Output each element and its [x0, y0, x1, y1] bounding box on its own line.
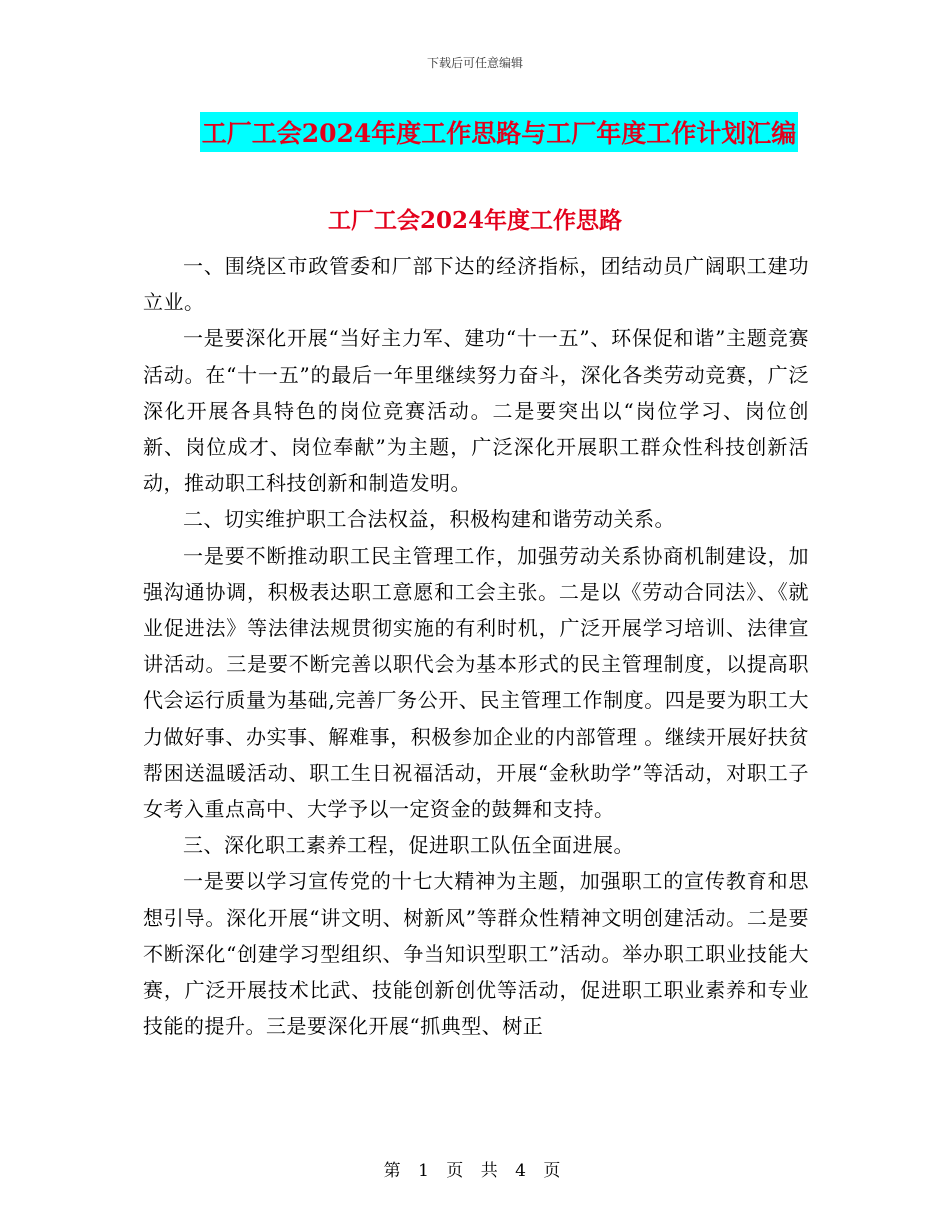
paragraph: 一、围绕区市政管委和厂部下达的经济指标，团结动员广阔职工建功立业。	[143, 254, 809, 315]
page-header-note: 下载后可任意编辑	[426, 56, 523, 70]
document-body	[143, 248, 809, 1044]
paragraph: 一是要深化开展“当好主力军、建功“十一五”、环保促和谐”主题竞赛活动。在“十一五”的最后一年里继续努力奋斗，深化各类劳动竞赛，广泛深化开展各具特色的岗位竞赛活动。二是要突出以“岗位学习、岗位创新、岗位成才、岗位奉献”为主题，广泛深化开展职工群众性科技创新活动，推动职工科技创新和制造发明。	[143, 326, 809, 496]
paragraph: 三、深化职工素养工程，促进职工队伍全面进展。	[183, 833, 634, 858]
section-title: 工厂工会2024年度工作思路	[327, 207, 622, 234]
paragraph: 一是要不断推动职工民主管理工作，加强劳动关系协商机制建设，加强沟通协调，积极表达职工意愿和工会主张。二是以《劳动合同法》、《就业促进法》等法律法规贯彻实施的有利时机，广泛开展学习培训、法律宣讲活动。三是要不断完善以职代会为基本形式的民主管理制度，以提高职代会运行质量为基础,完善厂务公开、民主管理工作制度。四是要为职工大力做好事、办实事、解难事，积极参加企业的内部管理 。继续开展好扶贫帮困送温暖活动、职工生日祝福活动，开展“金秋助学”等活动，对职工子女考入重点高中、大学予以一定资金的鼓舞和支持。	[143, 543, 809, 822]
page-footer: 第 1 页 共 4 页	[383, 1161, 567, 1181]
document-title: 工厂工会2024年度工作思路与工厂年度工作计划汇编	[200, 112, 799, 152]
paragraph: 二、切实维护职工合法权益，积极构建和谐劳动关系。	[183, 507, 675, 532]
paragraph: 一是要以学习宣传党的十七大精神为主题，加强职工的宣传教育和思想引导。深化开展“讲文明、树新风”等群众性精神文明创建活动。二是要不断深化“创建学习型组织、争当知识型职工”活动。举办职工职业技能大赛，广泛开展技术比武、技能创新创优等活动，促进职工职业素养和专业技能的提升。三是要深化开展“抓典型、树正	[143, 869, 809, 1039]
document-title-wrap	[0, 112, 950, 152]
